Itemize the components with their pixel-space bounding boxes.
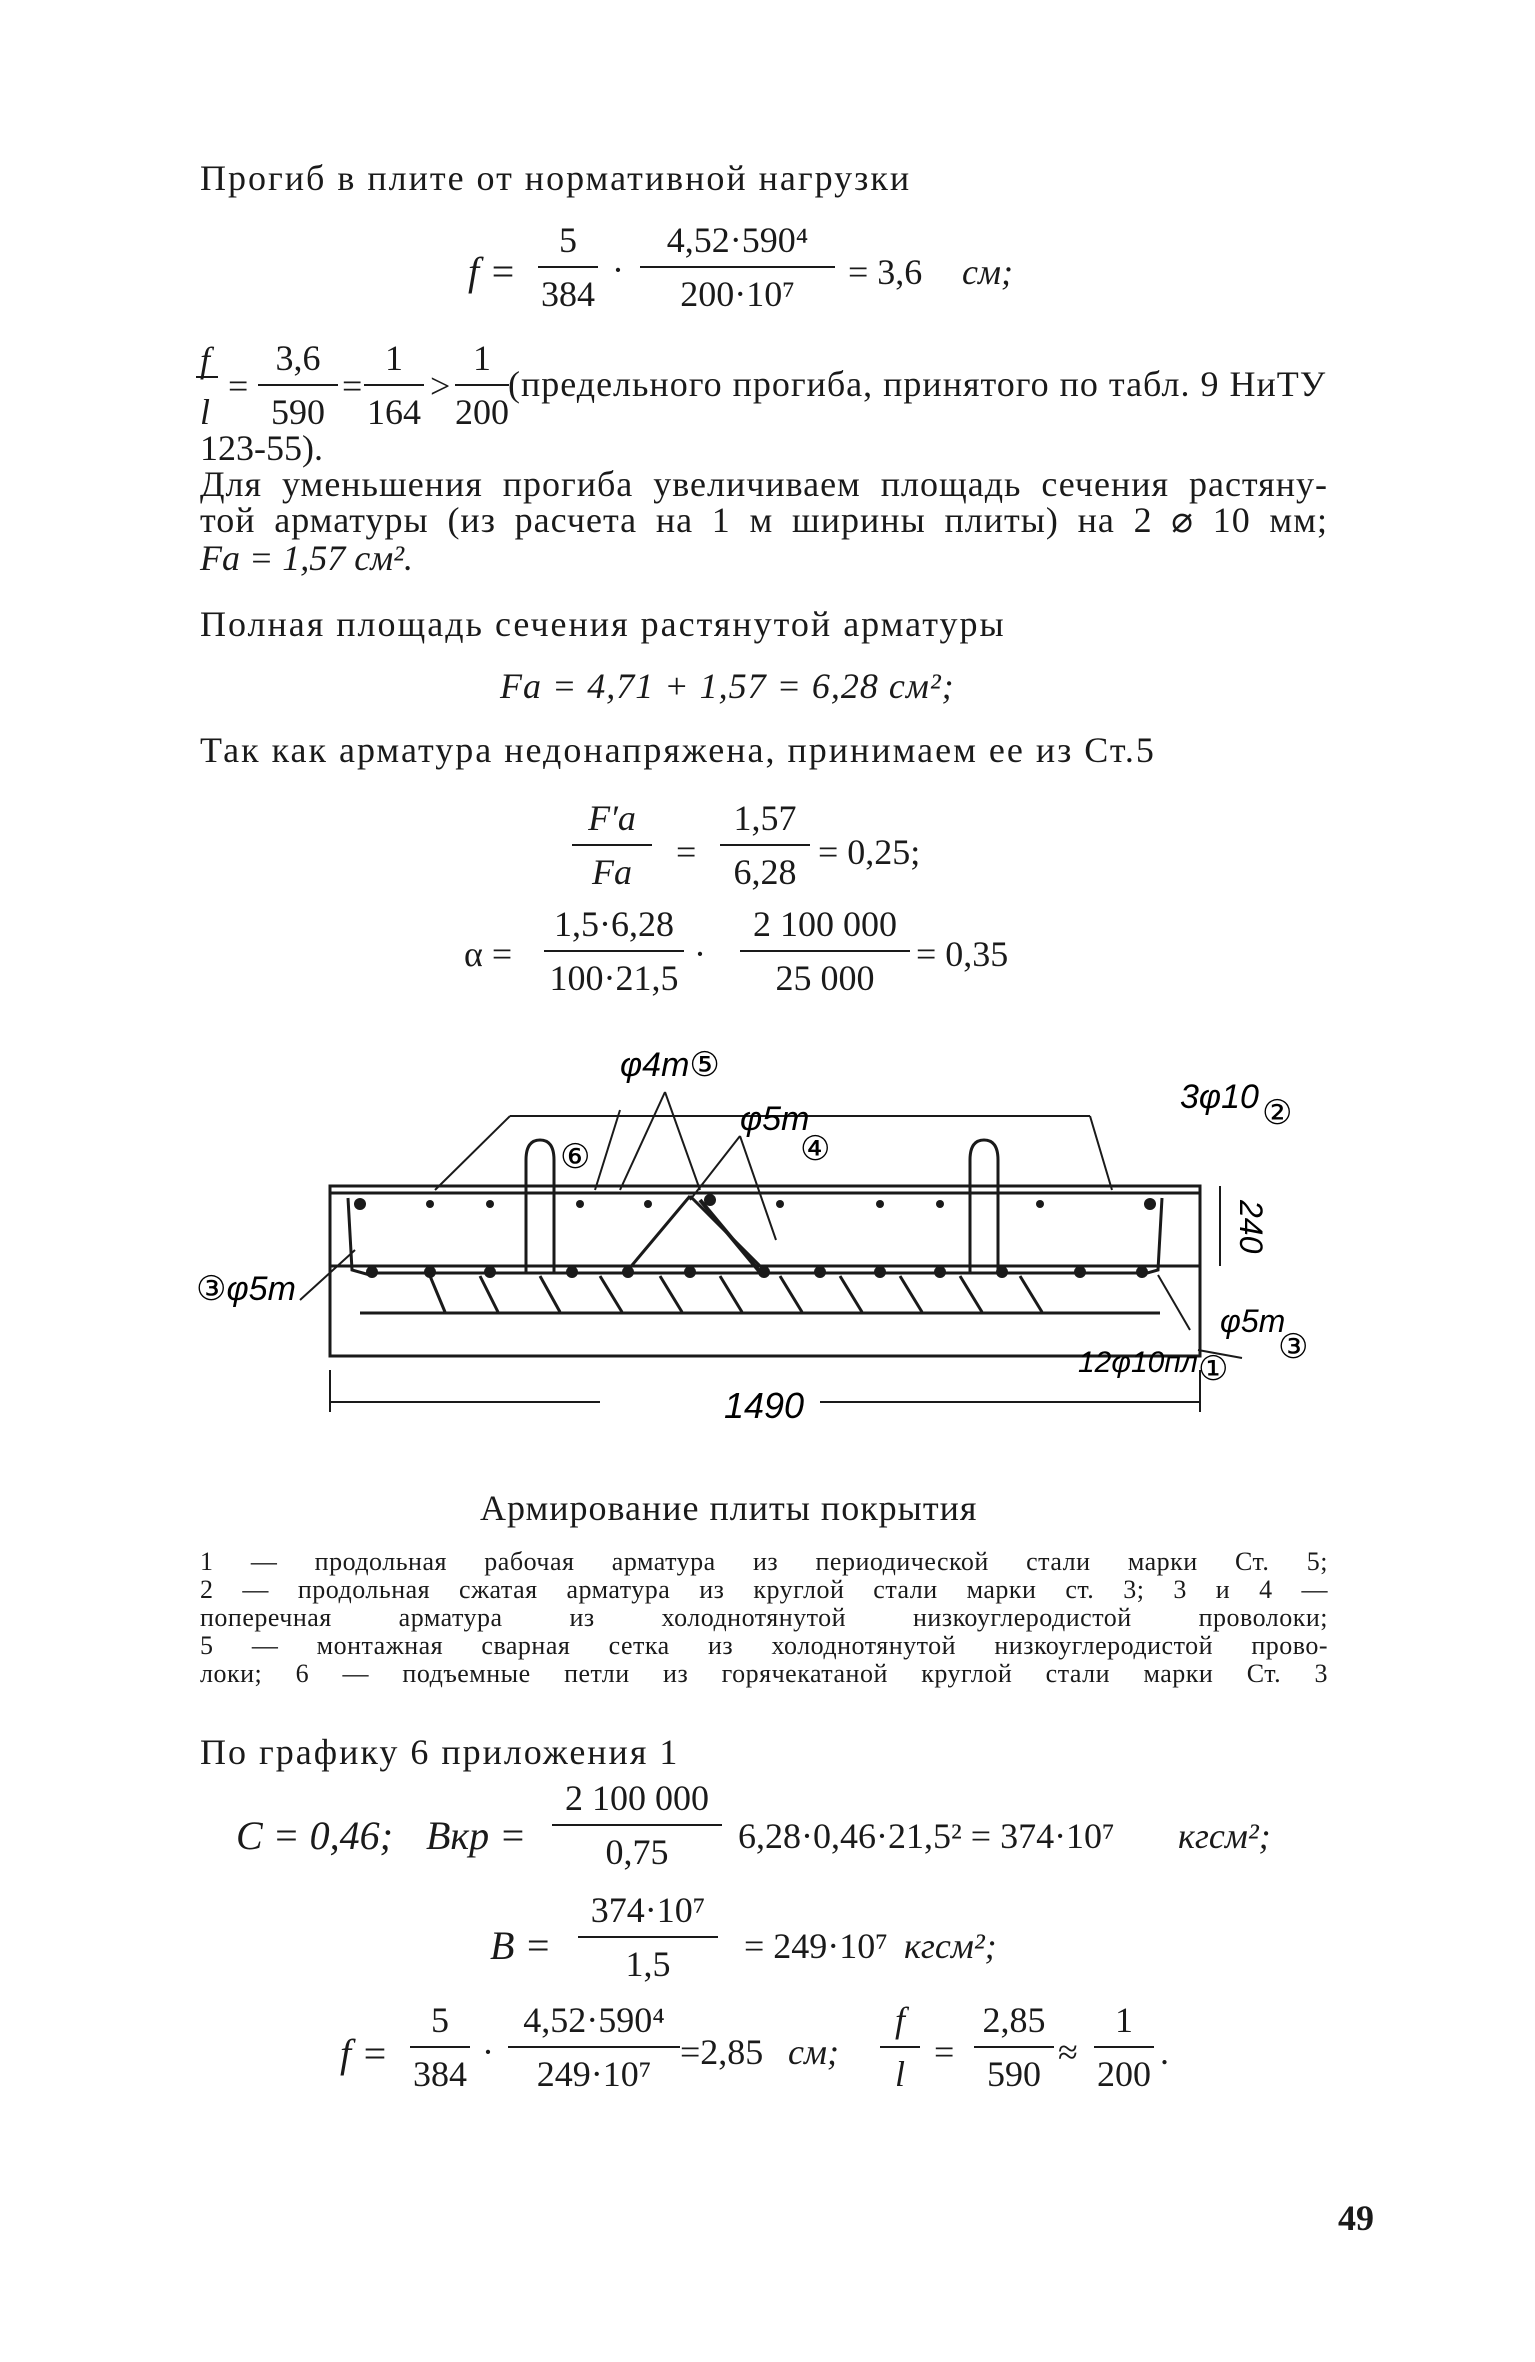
deflection-title: Прогиб в плите от нормативной нагрузки bbox=[200, 158, 912, 198]
eq2-frac-b: $\frac{1}{164}$ bbox=[364, 340, 424, 430]
label-2: ② bbox=[1262, 1094, 1293, 1132]
eq2-l: l bbox=[200, 392, 211, 432]
eq4-frac2: $\frac{1,57}{6,28}$ bbox=[720, 800, 810, 890]
para1-line2: той арматуры (из расчета на 1 м ширины плиты) на 2 ⌀ 10 мм; bbox=[200, 500, 1328, 540]
label-3-phi5-left: ③φ5т bbox=[196, 1270, 296, 1308]
label-phi5-center: φ5т bbox=[740, 1100, 810, 1138]
note-2: 2 — продольная сжатая арматура из круглой стали марки ст. 3; 3 и 4 — bbox=[200, 1575, 1328, 1604]
eq1-rhs: = 3,6 bbox=[848, 252, 923, 292]
label-3-right: ③ bbox=[1278, 1328, 1309, 1366]
eq8-approx: ≈ bbox=[1058, 2032, 1078, 2072]
label-12phi10: 12φ10пл bbox=[1078, 1346, 1198, 1379]
eq7-unit: кгсм²; bbox=[904, 1926, 997, 1966]
eq4-frac1: F′а Fа bbox=[572, 800, 652, 890]
eq1-unit: см; bbox=[962, 252, 1013, 292]
eq8-unit: см; bbox=[788, 2032, 839, 2072]
label-3phi10: 3φ10 bbox=[1180, 1078, 1259, 1116]
eq8-frac4: $\frac{1}{200}$ bbox=[1094, 2002, 1154, 2092]
eq8-end: . bbox=[1160, 2032, 1169, 2072]
eq6-frac: $\frac{2 100 000}{0,75}$ bbox=[552, 1780, 722, 1870]
eq2-frac-c: $\frac{1}{200}$ bbox=[455, 338, 509, 432]
eq7-lhs: B = bbox=[490, 1923, 552, 1968]
eq2-gt: > bbox=[430, 366, 451, 406]
eq8-dot: · bbox=[482, 2032, 494, 2072]
eq8-mid: =2,85 bbox=[680, 2032, 764, 2072]
eq5-rhs: = 0,35 bbox=[916, 934, 1009, 974]
eq1-frac2: $\frac{\text{4,52·590⁴}}{\text{200·10⁷}}$ bbox=[640, 222, 835, 312]
eq4-eq: = bbox=[676, 832, 697, 872]
figure-notes bbox=[200, 1548, 1328, 1688]
eq1-frac1: $\frac{5}{384}$ bbox=[538, 222, 598, 312]
eq2-note-cont: 123-55). bbox=[200, 428, 323, 468]
eq3-text: Fа = 4,71 + 1,57 = 6,28 см²; bbox=[500, 666, 955, 706]
eq5-frac2: $\frac{2 100 000}{25 000}$ bbox=[740, 906, 910, 996]
eq8-frac2: $\frac{\text{4,52·590⁴}}{\text{249·10⁷}}$ bbox=[508, 2002, 680, 2092]
eq8-eq: = bbox=[934, 2032, 955, 2072]
figure-caption: Армирование плиты покрытия bbox=[480, 1488, 978, 1528]
lifting-loop-right bbox=[970, 1140, 998, 1272]
label-1: ① bbox=[1198, 1350, 1229, 1388]
para4-text: По графику 6 приложения 1 bbox=[200, 1732, 680, 1772]
para1-line3: Fа = 1,57 см². bbox=[200, 538, 414, 578]
eq7-frac: $\frac{\text{374·10⁷}}{1,5}$ bbox=[578, 1892, 718, 1982]
eq1-lhs: f = bbox=[468, 249, 517, 294]
label-1490: 1490 bbox=[723, 1385, 805, 1426]
slab-reinforcement-drawing bbox=[180, 1040, 1340, 1460]
note-4: 5 — монтажная сварная сетка из холоднотянутой низкоуглеродистой прово- bbox=[200, 1631, 1328, 1660]
eq2-eq-b: = bbox=[342, 366, 363, 406]
eq8-lhs: f = bbox=[340, 2031, 389, 2076]
label-6: ⑥ bbox=[560, 1138, 591, 1176]
eq6-c: C = 0,46; bbox=[236, 1813, 393, 1858]
label-phi4-5: φ4т⑤ bbox=[620, 1046, 720, 1084]
note-5: локи; 6 — подъемные петли из горячекатаной круглой стали марки Ст. 3 bbox=[200, 1659, 1328, 1688]
label-4: ④ bbox=[800, 1130, 831, 1168]
eq2-frac-a: $\frac{3,6}{590}$ bbox=[258, 340, 338, 430]
eq8-frac3: $\frac{2,85}{590}$ bbox=[974, 2002, 1054, 2092]
page-number: 49 bbox=[1338, 2198, 1374, 2238]
eq5-dot: · bbox=[694, 934, 706, 974]
eq2-f: f bbox=[200, 340, 211, 380]
note-1: 1 — продольная рабочая арматура из периодической стали марки Ст. 5; bbox=[200, 1547, 1328, 1576]
label-phi5-right: φ5т bbox=[1220, 1303, 1286, 1339]
eq8-frac1: $\frac{5}{384}$ bbox=[410, 2002, 470, 2092]
para1-line1: Для уменьшения прогиба увеличиваем площадь сечения растяну- bbox=[200, 464, 1328, 504]
eq1-dot: · bbox=[612, 250, 624, 290]
para3-text: Так как арматура недонапряжена, принимаем ее из Ст.5 bbox=[200, 730, 1156, 770]
eq2-eq-a: = bbox=[228, 366, 249, 406]
lifting-loop-left bbox=[526, 1140, 554, 1272]
eq5-frac1: $\frac{1,5\cdot 6,28}{100\cdot 21,5}$ bbox=[544, 906, 684, 996]
label-240: 240 bbox=[1233, 1200, 1269, 1254]
eq2-note: (предельного прогиба, принятого по табл. 9 НиТУ bbox=[508, 364, 1327, 404]
eq4-rhs: = 0,25; bbox=[818, 832, 921, 872]
para2-text: Полная площадь сечения растянутой арматуры bbox=[200, 604, 1006, 644]
eq5-lhs: α = bbox=[464, 934, 513, 974]
eq6-rhs: 6,28·0,46·21,5² = 374·10⁷ bbox=[738, 1816, 1115, 1856]
eq6-unit: кгсм²; bbox=[1178, 1816, 1271, 1856]
note-3: поперечная арматура из холоднотянутой низкоуглеродистой проволоки; bbox=[200, 1603, 1328, 1632]
eq2-fl-bar bbox=[196, 376, 218, 378]
eq6-b: Bкр = bbox=[426, 1813, 527, 1858]
eq8-fl: $\frac{f}{l}$ bbox=[880, 2002, 920, 2092]
eq7-rhs: = 249·10⁷ bbox=[744, 1926, 888, 1966]
